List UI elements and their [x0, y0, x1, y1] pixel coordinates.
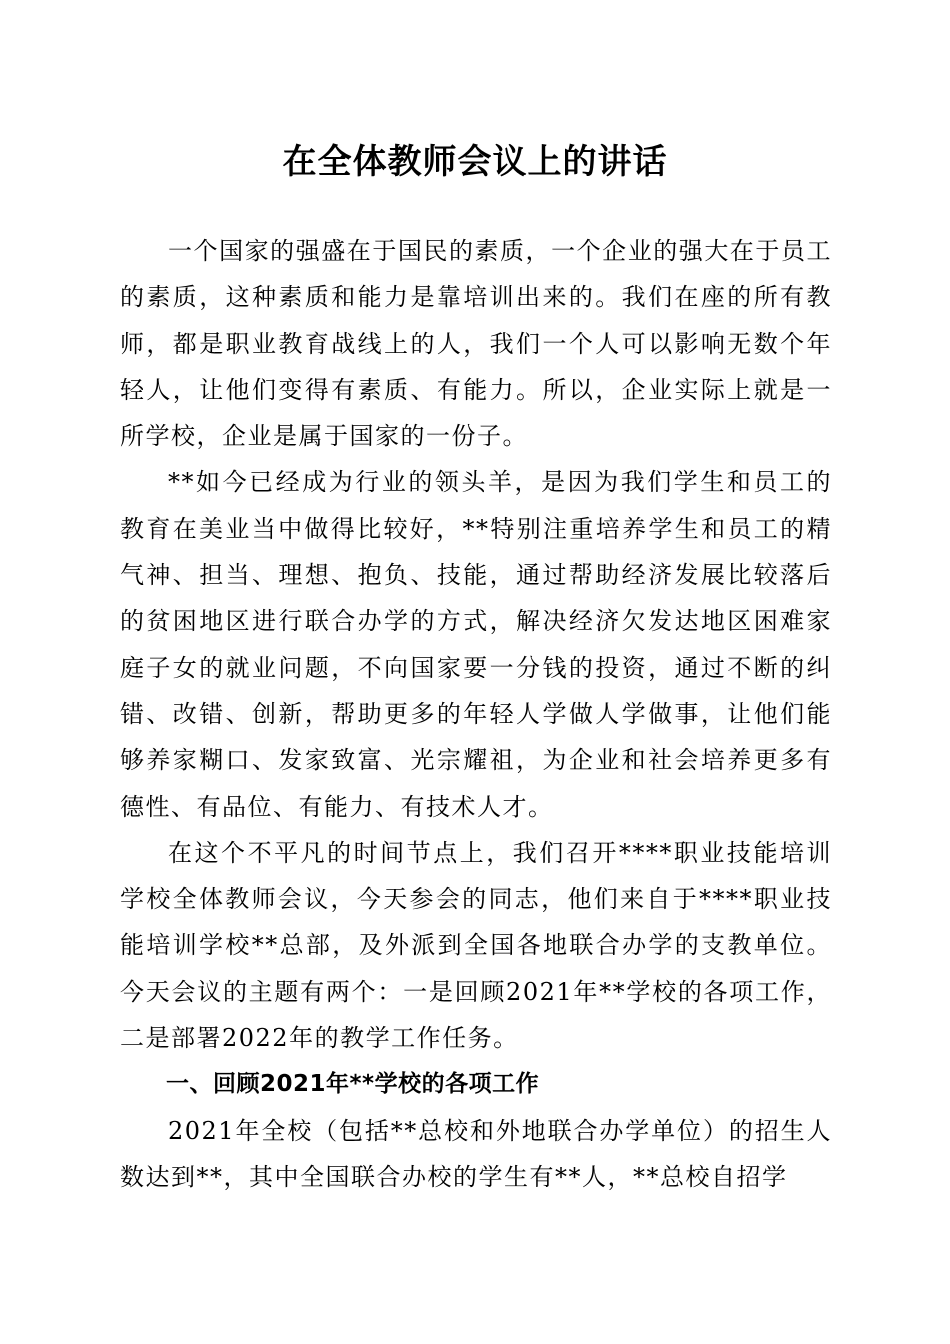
section-paragraph: 2021年全校（包括**总校和外地联合办学单位）的招生人数达到**，其中全国联合办校的学生有**人，**总校自招学 — [120, 1116, 832, 1191]
paragraph-2: **如今已经成为行业的领头羊，是因为我们学生和员工的教育在美业当中做得比较好，**特别注重培养学生和员工的精气神、担当、理想、抱负、技能，通过帮助经济发展比较落后的贫困地区进行联合办学的方式，解决经济欠发达地区困难家庭子女的就业问题，不向国家要一分钱的投资，通过不断的纠错、改错、创新，帮助更多的年轻人学做人学做事，让他们能够养家糊口、发家致富、光宗耀祖，为企业和社会培养更多有德性、有品位、有能力、有技术人才。 — [120, 468, 832, 821]
paragraph-3: 在这个不平凡的时间节点上，我们召开****职业技能培训学校全体教师会议，今天参会的同志，他们来自于****职业技能培训学校**总部，及外派到全国各地联合办学的支教单位。今天会议的主题有两个：一是回顾2021年**学校的各项工作，二是部署2022年的教学工作任务。 — [120, 838, 832, 1053]
paragraph-1: 一个国家的强盛在于国民的素质，一个企业的强大在于员工的素质，这种素质和能力是靠培训出来的。我们在座的所有教师，都是职业教育战线上的人，我们一个人可以影响无数个年轻人，让他们变得有素质、有能力。所以，企业实际上就是一所学校，企业是属于国家的一份子。 — [120, 237, 832, 451]
section-heading: 一、回顾2021年**学校的各项工作 — [166, 1071, 540, 1098]
document-title: 在全体教师会议上的讲话 — [282, 142, 668, 182]
document-body — [120, 228, 832, 1200]
